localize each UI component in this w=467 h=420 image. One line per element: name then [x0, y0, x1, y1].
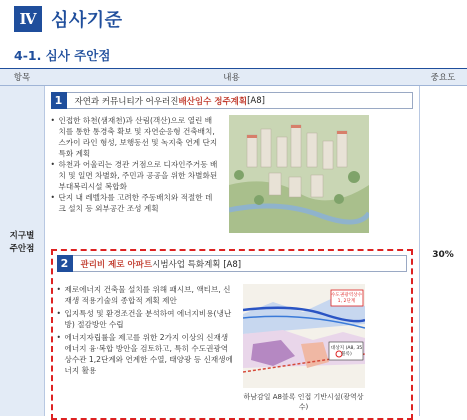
map-caption: 하남감일 A8블록 인접 기반시설(광역상수): [243, 393, 364, 411]
section-number-badge: Ⅳ: [14, 6, 42, 32]
list-item: • 에너지자립률을 제고를 위한 2가지 이상의 신재생에너지 융·복합 방안을 검토하고, 특히 수도권광역상수관 1,2단계와 연계한 수열, 태양광 등 신재생에너지 활용: [57, 332, 235, 376]
list-item: • 단지 내 레벨차를 고려한 주동배치와 적절한 데크 설치 등 외부공간 조성 계획: [51, 192, 219, 214]
item-label: 지구별 주안점: [9, 231, 35, 254]
list-item: • 입지특성 및 환경조건을 분석하여 에너지비용(냉난방) 절감방안 수립: [57, 308, 235, 330]
list-item: • 제로에너지 건축물 설치를 위해 패시브, 액티브, 신재생 적용기술의 종합적 계획 제안: [57, 284, 235, 306]
header-content: 내용: [44, 69, 419, 86]
map-label-pipeline: 수도권광역상수 1, 2단계: [330, 293, 363, 304]
aerial-render-image: [229, 115, 369, 237]
section-2-number: 2: [57, 255, 73, 272]
subsection-title: 4-1. 심사 주안점: [14, 48, 111, 63]
section-header: [14, 6, 123, 32]
header-item: 항목: [0, 69, 44, 86]
section-2-bullets: [57, 284, 235, 412]
criteria-table: [0, 68, 467, 416]
section-title: 심사기준: [51, 10, 123, 31]
section-1-bullets: [51, 115, 219, 237]
content-cell: [44, 86, 419, 417]
header-importance: 중요도: [419, 69, 467, 86]
section-1-title: 자연과 커뮤니티가 어우러진 배산임수 정주계획 [A8]: [67, 92, 413, 109]
section-1: [51, 92, 413, 237]
map-label-site: 대상지 (A8, 35블록): [330, 346, 363, 357]
section-1-number: 1: [51, 92, 67, 109]
section-2-title: 관리비 제로 아파트 시범사업 특화계획 [A8]: [73, 255, 407, 272]
section-2: [57, 255, 407, 412]
importance-value: 30%: [432, 250, 454, 260]
list-item: • 인접한 하천(샘재천)과 산림(객산)으로 열린 배치를 통한 통경축 확보 및 자연순응형 건축배치, 스카이 라인 형성, 보행동선 및 녹지축 연계 단지 특화 계획: [51, 115, 219, 159]
list-item: • 하천과 어울리는 경관 거점으로 디자인주거동 배치 및 일면 차별화, 주민과 공공을 위한 차별화된 부대복리시설 복합화: [51, 159, 219, 192]
site-map: [243, 284, 365, 412]
